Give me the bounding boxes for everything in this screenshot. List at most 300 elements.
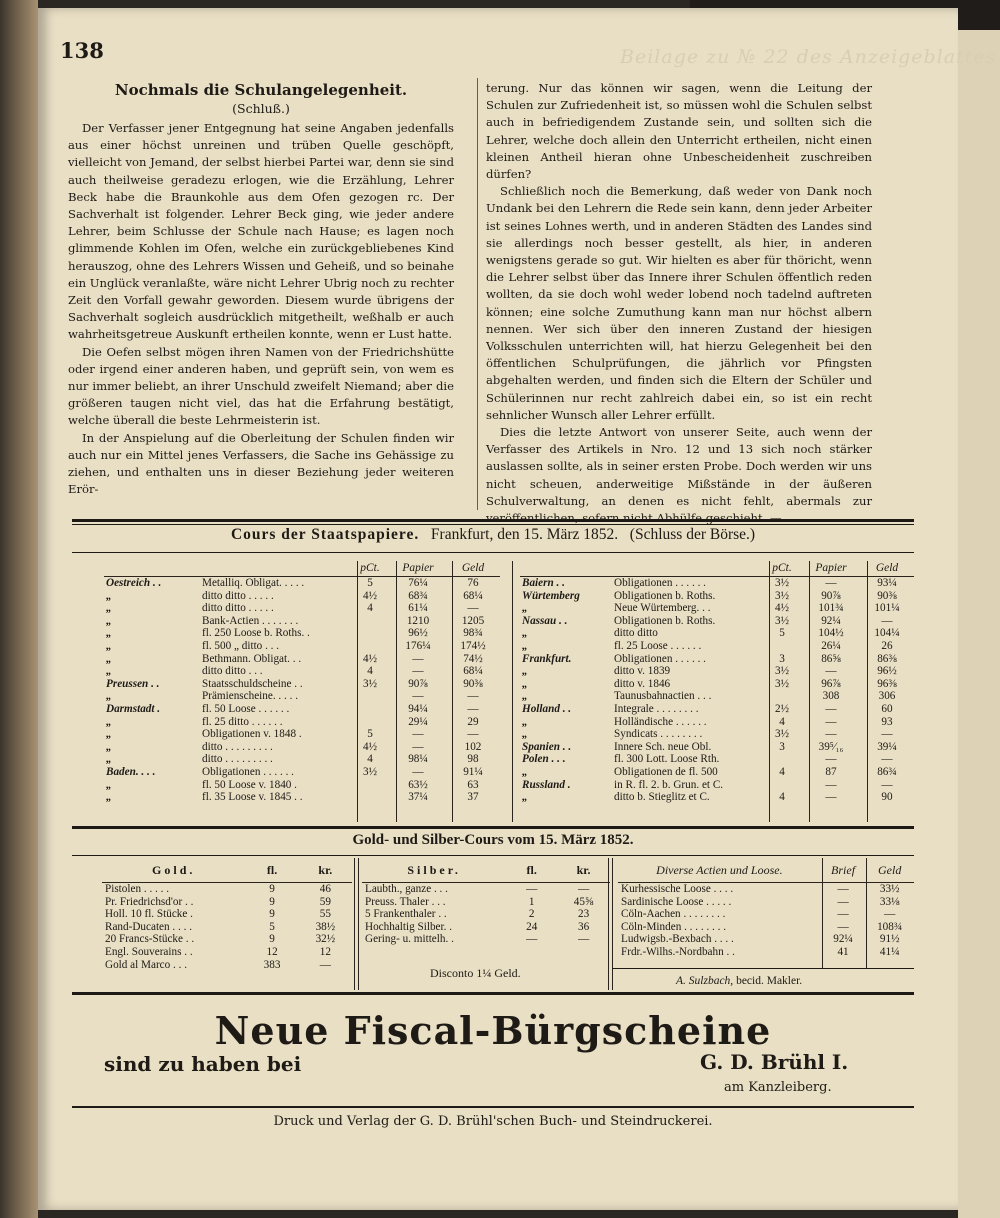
security-name-cell: ditto . . . . . . . . . (202, 740, 273, 753)
brief-cell: 92¼ (833, 933, 853, 946)
table-rule (809, 561, 810, 822)
pct-cell: 3½ (775, 614, 789, 627)
papier-cell: 96⅞ (821, 677, 841, 690)
geld-cell: — (881, 728, 893, 741)
fl-cell: 2 (528, 908, 535, 921)
table-row (520, 615, 914, 628)
table-rule (612, 858, 613, 990)
bleed-through-header: Beilage zu № 22 des Anzeigeblattes (620, 46, 997, 68)
geld-cell: — (467, 602, 479, 615)
kr-cell: 12 (319, 945, 331, 958)
pct-cell: 3½ (363, 765, 377, 778)
security-name-cell: Prämienscheine. . . . . (202, 690, 299, 703)
country-cell: Würtemberg (522, 589, 580, 602)
kr-cell: 38½ (315, 920, 336, 933)
geld-cell: 60 (881, 702, 893, 715)
kr-cell: 59 (319, 895, 331, 908)
table-row (520, 728, 914, 741)
table-row (520, 779, 914, 792)
brief-cell: — (837, 920, 849, 933)
coin-name-cell: Laubth., ganze . . . (365, 883, 448, 895)
pct-cell: 5 (367, 728, 373, 741)
stocks-table-left (104, 560, 500, 804)
geld-cell: — (467, 702, 479, 715)
country-cell: „ (106, 652, 112, 665)
country-cell: „ (522, 690, 528, 703)
pct-cell (350, 779, 390, 792)
pct-cell (762, 779, 802, 792)
pct-cell (350, 615, 390, 628)
fl-header: fl. (506, 858, 557, 883)
table-rule (396, 561, 397, 822)
brief-cell: 41 (837, 945, 849, 958)
table-row (104, 590, 500, 603)
brief-cell: — (837, 895, 849, 908)
security-name-cell: ditto ditto . . . . . (202, 602, 274, 615)
papier-cell: — (412, 740, 424, 753)
country-cell: „ (106, 791, 112, 804)
fl-cell: 9 (269, 933, 275, 946)
geld-cell: 33⅛ (879, 895, 900, 908)
geld-cell: 90⅜ (877, 589, 897, 602)
papier-cell: 90⅞ (408, 677, 428, 690)
geld-header: Geld (865, 858, 914, 883)
pct-cell (350, 703, 390, 716)
pct-cell (762, 640, 802, 653)
brief-cell: — (837, 883, 849, 895)
geld-cell: 96½ (877, 665, 897, 678)
kr-cell: 55 (319, 908, 331, 921)
fl-cell: — (526, 883, 538, 895)
papier-cell: 98¼ (408, 753, 428, 766)
table-rule (357, 561, 358, 822)
table-row (520, 766, 914, 779)
papier-cell: — (412, 652, 424, 665)
geld-cell: 37 (467, 791, 479, 804)
geld-cell: 74½ (463, 652, 483, 665)
col-papier-header: Papier (390, 560, 446, 577)
geld-cell: — (881, 614, 893, 627)
country-cell: „ (522, 715, 528, 728)
geld-cell: 98¾ (463, 627, 483, 640)
security-name-cell: Obligationen b. Roths. (614, 614, 716, 627)
table-row (104, 577, 500, 590)
papier-cell: 1210 (406, 614, 430, 627)
security-name-cell: Obligationen . . . . . . (614, 652, 706, 665)
table-row (102, 946, 352, 959)
advert-title: Neue Fiscal-Bürgscheine (214, 1008, 772, 1053)
security-name-cell: Integrale . . . . . . . . (614, 702, 699, 715)
table-row (104, 615, 500, 628)
pct-cell (350, 791, 390, 804)
geld-cell: — (467, 690, 479, 703)
stocks-heading-note: (Schluss der Börse.) (629, 526, 756, 543)
papier-cell: — (412, 728, 424, 741)
goldsilver-heading: Gold- und Silber-Cours vom 15. März 1852. (352, 832, 634, 848)
pct-cell: 5 (779, 627, 785, 640)
kr-cell: 32½ (315, 933, 336, 946)
papier-cell: 94¼ (408, 702, 428, 715)
country-cell: „ (106, 778, 112, 791)
article-right-column (486, 80, 872, 527)
kr-header: kr. (299, 858, 352, 883)
country-cell: Polen . . . (522, 753, 566, 766)
fl-cell: 383 (263, 958, 281, 971)
coin-name-cell: 20 Francs-Stücke . . (105, 933, 195, 946)
papier-cell: 101¾ (818, 602, 844, 615)
silver-table (362, 858, 610, 946)
geld-cell: 91½ (879, 933, 900, 946)
papier-cell: 86⅝ (821, 652, 841, 665)
fl-cell: 1 (528, 895, 535, 908)
pct-cell: 5 (367, 577, 373, 589)
kr-cell: 45⅝ (573, 895, 594, 908)
papier-cell: 37¼ (408, 791, 428, 804)
table-rule (867, 561, 868, 822)
stocks-heading-title: Cours der Staatspapiere. (230, 526, 420, 543)
article-subtitle: (Schluß.) (232, 101, 290, 116)
table-rule (512, 561, 513, 822)
table-row (104, 753, 500, 766)
country-cell: „ (106, 740, 112, 753)
papier-cell: 29¼ (408, 715, 428, 728)
pct-cell: 4½ (363, 652, 377, 665)
article-paragraph: Der Verfasser jener Entgegnung hat seine Angaben jedenfalls aus einer höchst unreinen und trüben Quelle geschöpft, vielleicht von Jemand, der selbst hierbei Partei war, denn sie sind auch theilweise geradezu erlogen, wie die Erzählung, Lehrer Beck habe die Braunkohle aus dem Ofen gezogen rc. Der Sachverhalt ist folgender. Lehrer Beck ging, wie jeder andere Lehrer, beim Schlusse der Schule nach Hause; es lagen noch glimmende Kohlen im Ofen, welche ein zurückgebliebenes Kind herauszog, ohne des Lehrers Wissen und Geheiß, und so beinahe ein Unglück veranlaßte, wäre nicht Lehrer Ubrig noch zu rechter Zeit den Vorfall gewahr geworden. Diesem wurde übrigens der Sachverhalt sogleich ausdrücklich mitgetheilt, weßhalb er auch wahrheitsgetreue Auskunft ertheilen konnte, wenn er Lust hatte. (68, 121, 454, 342)
country-cell: „ (106, 589, 112, 602)
kr-cell: — (319, 958, 331, 971)
section-rule (72, 524, 914, 525)
security-name-cell: Obligationen de fl. 500 (614, 765, 718, 778)
geld-cell: 68¼ (463, 589, 483, 602)
table-row (520, 602, 914, 615)
table-row (104, 766, 500, 779)
security-name-cell: in R. fl. 2. b. Grun. et C. (614, 778, 724, 791)
imprint-footer: Druck und Verlag der G. D. Brühl'schen Buch- und Steindruckerei. (273, 1114, 713, 1129)
papier-cell: — (825, 702, 837, 715)
country-cell: „ (522, 639, 528, 652)
security-name-cell: Neue Würtemberg. . . (614, 602, 711, 615)
fl-cell: 9 (269, 895, 275, 908)
article-paragraph: Schließlich noch die Bemerkung, daß weder von Dank noch Undank bei den Lehrern die Rede sein kann, denn jeder Arbeiter ist seines Lohnes werth, und in anderen Städten des Landes sind sie allerdings noch besser gestellt, als hier, in anderen wenigstens gerade so gut. Wir hielten es aber für thöricht, wenn die Lehrer selbst über das Innere ihrer Schulen öffentlich reden wollten, da sie doch wohl weder lobend noch tadelnd auftreten können; eine solche Zumuthung kann man nur höchst albern nennen. Wer sich über den inneren Zustand der hiesigen Volksschulen unterrichten will, hat hierzu Gelegenheit bei den öffentlichen Schulprüfungen, die jährlich vor Pfingsten abgehalten werden, und finden sich die Eltern der Schüler und Schülerinnen nur recht zahlreich dabei ein, so ist ein recht sehnlicher Wunsch aller Lehrer erfüllt. (486, 184, 872, 422)
papier-cell: — (412, 665, 424, 678)
stocks-heading-date: Frankfurt, den 15. März 1852. (430, 526, 619, 543)
security-name-cell: Taunusbahnactien . . . (614, 690, 712, 703)
pct-cell: 4 (367, 665, 373, 678)
country-cell: Nassau . . (522, 614, 568, 627)
papier-cell: — (825, 753, 837, 766)
geld-cell: 91¼ (463, 765, 483, 778)
table-row (520, 791, 914, 804)
geld-cell: 86¾ (877, 765, 897, 778)
coin-name-cell: Frdr.-Wilhs.-Nordbahn . . (621, 945, 735, 958)
papier-cell: — (412, 765, 424, 778)
page-number: 138 (60, 38, 104, 63)
security-name-cell: Innere Sch. neue Obl. (614, 740, 712, 753)
column-divider (477, 78, 478, 510)
pct-cell: 3½ (775, 665, 789, 678)
table-row (104, 640, 500, 653)
section-rule (72, 552, 914, 553)
pct-cell: 4 (367, 753, 373, 766)
table-row (520, 678, 914, 691)
table-row (104, 665, 500, 678)
table-row (104, 678, 500, 691)
article-paragraph: Die Oefen selbst mögen ihren Namen von der Friedrichshütte oder irgend einer anderen haben, und geprüft sein, von wem es nur immer beliebt, an ihrer Unschuld zweifelt Niemand; aber die größeren taugen nicht viel, das hat die Erfahrung bestätigt, welche überall die beste Lehrmeisterin ist. (68, 344, 454, 428)
country-cell: Preussen . . (106, 677, 160, 690)
geld-cell: 68¼ (463, 665, 483, 678)
table-row (104, 716, 500, 729)
papier-cell: 87 (825, 765, 837, 778)
geld-cell: 93 (881, 715, 893, 728)
coin-name-cell: Preuss. Thaler . . . (365, 895, 446, 908)
table-rule (354, 858, 355, 990)
geld-cell: 104¼ (874, 627, 900, 640)
geld-cell: 98 (467, 753, 479, 766)
advert-left-text: sind zu haben bei (104, 1052, 302, 1076)
pct-cell: 4 (779, 765, 785, 778)
coin-name-cell: Cöln-Aachen . . . . . . . . (621, 908, 726, 921)
broker-name: A. Sulzbach, (676, 975, 734, 987)
country-cell: „ (106, 665, 112, 678)
country-cell: Holland . . (522, 702, 572, 715)
fl-cell: 12 (266, 945, 278, 958)
country-cell: „ (106, 715, 112, 728)
fl-cell: 24 (526, 920, 538, 933)
table-row (102, 959, 352, 972)
pct-cell: 2½ (775, 702, 789, 715)
table-row (362, 896, 610, 909)
table-row (520, 665, 914, 678)
geld-cell: — (881, 753, 893, 766)
country-cell: „ (522, 602, 528, 615)
stocks-heading (72, 526, 914, 544)
coin-name-cell: Pistolen . . . . . (105, 883, 170, 895)
pct-cell: 3½ (363, 677, 377, 690)
security-name-cell: Staatsschuldscheine . . (202, 677, 303, 690)
kr-header: kr. (557, 858, 610, 883)
geld-cell: 90 (881, 791, 893, 804)
actions-table (618, 858, 914, 959)
pct-cell (350, 690, 390, 703)
brief-header: Brief (821, 858, 866, 883)
pct-cell: 4½ (363, 740, 377, 753)
table-row (104, 728, 500, 741)
brief-cell: — (837, 908, 849, 921)
discount-rate: Disconto 1¼ Geld. (430, 966, 521, 980)
papier-cell: 39⁵⁄₁₆ (818, 740, 844, 753)
papier-cell: 63½ (408, 778, 428, 791)
broker-title: becid. Makler. (736, 975, 803, 987)
coin-name-cell: Gering- u. mittelh. . (365, 933, 454, 946)
geld-cell: — (881, 778, 893, 791)
table-row (362, 883, 610, 896)
papier-cell: 76¼ (408, 577, 428, 589)
advert-address: am Kanzleiberg. (724, 1080, 832, 1095)
country-cell: Frankfurt. (522, 652, 572, 665)
security-name-cell: Obligationen . . . . . . (614, 577, 706, 589)
papier-cell: 104½ (818, 627, 844, 640)
papier-cell: 308 (822, 690, 840, 703)
table-rule (822, 858, 823, 968)
security-name-cell: ditto v. 1839 (614, 665, 671, 678)
table-row (520, 627, 914, 640)
section-rule (72, 826, 914, 829)
geld-cell: 1205 (461, 614, 485, 627)
table-row (104, 741, 500, 754)
table-row (520, 741, 914, 754)
geld-cell: 93¼ (877, 577, 897, 589)
book-gutter (0, 0, 38, 1218)
article-title: Nochmals die Schulangelegenheit. (114, 81, 408, 99)
security-name-cell: Obligationen b. Roths. (614, 589, 716, 602)
country-cell: „ (106, 602, 112, 615)
table-row (362, 908, 610, 921)
geld-cell: — (884, 908, 896, 921)
security-name-cell: fl. 50 Loose v. 1840 . (202, 778, 297, 791)
security-name-cell: Syndicats . . . . . . . . (614, 728, 703, 741)
table-row (618, 896, 914, 909)
geld-cell: 101¼ (874, 602, 900, 615)
country-cell: Oestreich . . (106, 577, 162, 589)
table-row (104, 690, 500, 703)
pct-cell: 4½ (363, 589, 377, 602)
silver-header: Silber. (362, 858, 506, 883)
country-cell: Darmstadt . (106, 702, 161, 715)
table-row (520, 703, 914, 716)
country-cell: „ (522, 765, 528, 778)
country-cell: „ (522, 665, 528, 678)
security-name-cell: fl. 35 Loose v. 1845 . . (202, 791, 303, 804)
table-row (104, 791, 500, 804)
table-row (104, 602, 500, 615)
security-name-cell: Bethmann. Obligat. . . (202, 652, 302, 665)
table-row (104, 703, 500, 716)
geld-cell: 102 (464, 740, 482, 753)
actions-header: Diverse Actien und Loose. (618, 858, 821, 883)
pct-cell: 3½ (775, 677, 789, 690)
papier-cell: 68¾ (408, 589, 428, 602)
geld-cell: 26 (881, 639, 893, 652)
coin-name-cell: Engl. Souverains . . (105, 945, 193, 958)
geld-cell: 33½ (879, 883, 900, 895)
pct-cell (350, 640, 390, 653)
table-row (520, 653, 914, 666)
country-cell: „ (106, 639, 112, 652)
papier-cell: 26¼ (821, 639, 841, 652)
security-name-cell: Holländische . . . . . . (614, 715, 707, 728)
table-row (618, 933, 914, 946)
security-name-cell: fl. 500 „ ditto . . . (202, 639, 280, 652)
papier-cell: — (825, 778, 837, 791)
country-cell: „ (522, 677, 528, 690)
country-cell: Spanien . . (522, 740, 572, 753)
papier-cell: — (825, 728, 837, 741)
table-rule (866, 858, 867, 968)
table-row (520, 590, 914, 603)
geld-cell: 96⅜ (877, 677, 897, 690)
security-name-cell: Bank-Actien . . . . . . . (202, 614, 299, 627)
section-rule (72, 1106, 914, 1108)
pct-cell (350, 716, 390, 729)
security-name-cell: fl. 25 Loose . . . . . . (614, 639, 702, 652)
pct-cell (762, 753, 802, 766)
table-rule (358, 858, 359, 990)
section-rule (72, 855, 914, 856)
geld-cell: 41¼ (879, 945, 900, 958)
geld-cell: 39¼ (877, 740, 897, 753)
papier-cell: 92¼ (821, 614, 841, 627)
geld-cell: 90⅜ (463, 677, 483, 690)
table-row (618, 908, 914, 921)
geld-cell: 86⅜ (877, 652, 897, 665)
article-paragraph: terung. Nur das können wir sagen, wenn die Leitung der Schulen zur Zufriedenheit ist, so müssen wohl die Schulen selbst auch in befriedigendem Zustande sein, und sollten sich die Lehrer, welche doch allein den Unterricht ertheilen, nicht einen kleinen Antheil hieran ohne Unbescheidenheit zuschreiben dürfen? (486, 81, 872, 182)
geld-cell: 306 (878, 690, 896, 703)
pct-cell (762, 690, 802, 703)
fl-cell: 9 (269, 908, 275, 921)
col-geld-header: Geld (446, 560, 500, 577)
country-cell: „ (106, 690, 112, 703)
pct-cell: 3 (779, 740, 785, 753)
table-rule (769, 561, 770, 822)
section-rule (72, 519, 914, 522)
security-name-cell: ditto v. 1846 (614, 677, 671, 690)
coin-name-cell: Sardinische Loose . . . . . (621, 895, 732, 908)
table-row (520, 716, 914, 729)
table-row (520, 753, 914, 766)
table-rule (612, 968, 914, 969)
security-name-cell: ditto ditto . . . . . (202, 589, 274, 602)
geld-cell: 63 (467, 778, 479, 791)
table-row (102, 933, 352, 946)
security-name-cell: fl. 300 Lott. Loose Rth. (614, 753, 720, 766)
kr-cell: — (577, 933, 590, 946)
coin-name-cell: Rand-Ducaten . . . . (105, 920, 192, 933)
article-paragraph: In der Anspielung auf die Oberleitung der Schulen finden wir auch nur ein Mittel jenes Verfassers, die Sache ins Gehässige zu ziehen, und enthalten uns in dieser Beziehung jeder weiteren Erör- (68, 430, 454, 497)
coin-name-cell: Cöln-Minden . . . . . . . . (621, 920, 727, 933)
pct-cell: 3½ (775, 728, 789, 741)
papier-cell: 176¼ (405, 639, 431, 652)
table-row (618, 921, 914, 934)
security-name-cell: fl. 250 Loose b. Roths. . (202, 627, 310, 640)
geld-cell: — (467, 728, 479, 741)
gold-table (102, 858, 352, 971)
coin-name-cell: Holl. 10 fl. Stücke . (105, 908, 193, 921)
country-cell: Baden. . . . (106, 765, 156, 778)
papier-cell: 61¼ (408, 602, 428, 615)
next-page-edge (958, 30, 1000, 1218)
security-name-cell: Obligationen v. 1848 . (202, 728, 302, 741)
security-name-cell: fl. 25 ditto . . . . . . (202, 715, 283, 728)
country-cell: „ (106, 753, 112, 766)
kr-cell: 36 (577, 920, 590, 933)
col-pct-header: pCt. (762, 560, 802, 577)
table-row (520, 640, 914, 653)
pct-cell: 4 (779, 791, 785, 804)
papier-cell: — (825, 577, 837, 589)
stocks-table-right (520, 560, 914, 804)
kr-cell: 46 (319, 883, 331, 895)
papier-cell: — (412, 690, 424, 703)
country-cell: „ (106, 627, 112, 640)
article-paragraph: Dies die letzte Antwort von unserer Seite, auch wenn der Verfasser des Artikels in Nro. 12 und 13 sich noch stärker auslassen sollte, als in seiner ersten Probe. Doch werden wir uns nicht scheuen, anderweitige Mißstände in der äußeren Schulverwaltung, an denen es nicht fehlt, abermals zur (486, 425, 872, 508)
pct-cell: 3 (779, 652, 785, 665)
section-rule (72, 992, 914, 995)
coin-name-cell: Pr. Friedrichsd'or . . (105, 895, 194, 908)
coin-name-cell: Hochhaltig Silber. . (365, 920, 453, 933)
country-cell: Russland . (522, 778, 571, 791)
table-row (618, 946, 914, 959)
country-cell: Baiern . . (522, 577, 565, 589)
